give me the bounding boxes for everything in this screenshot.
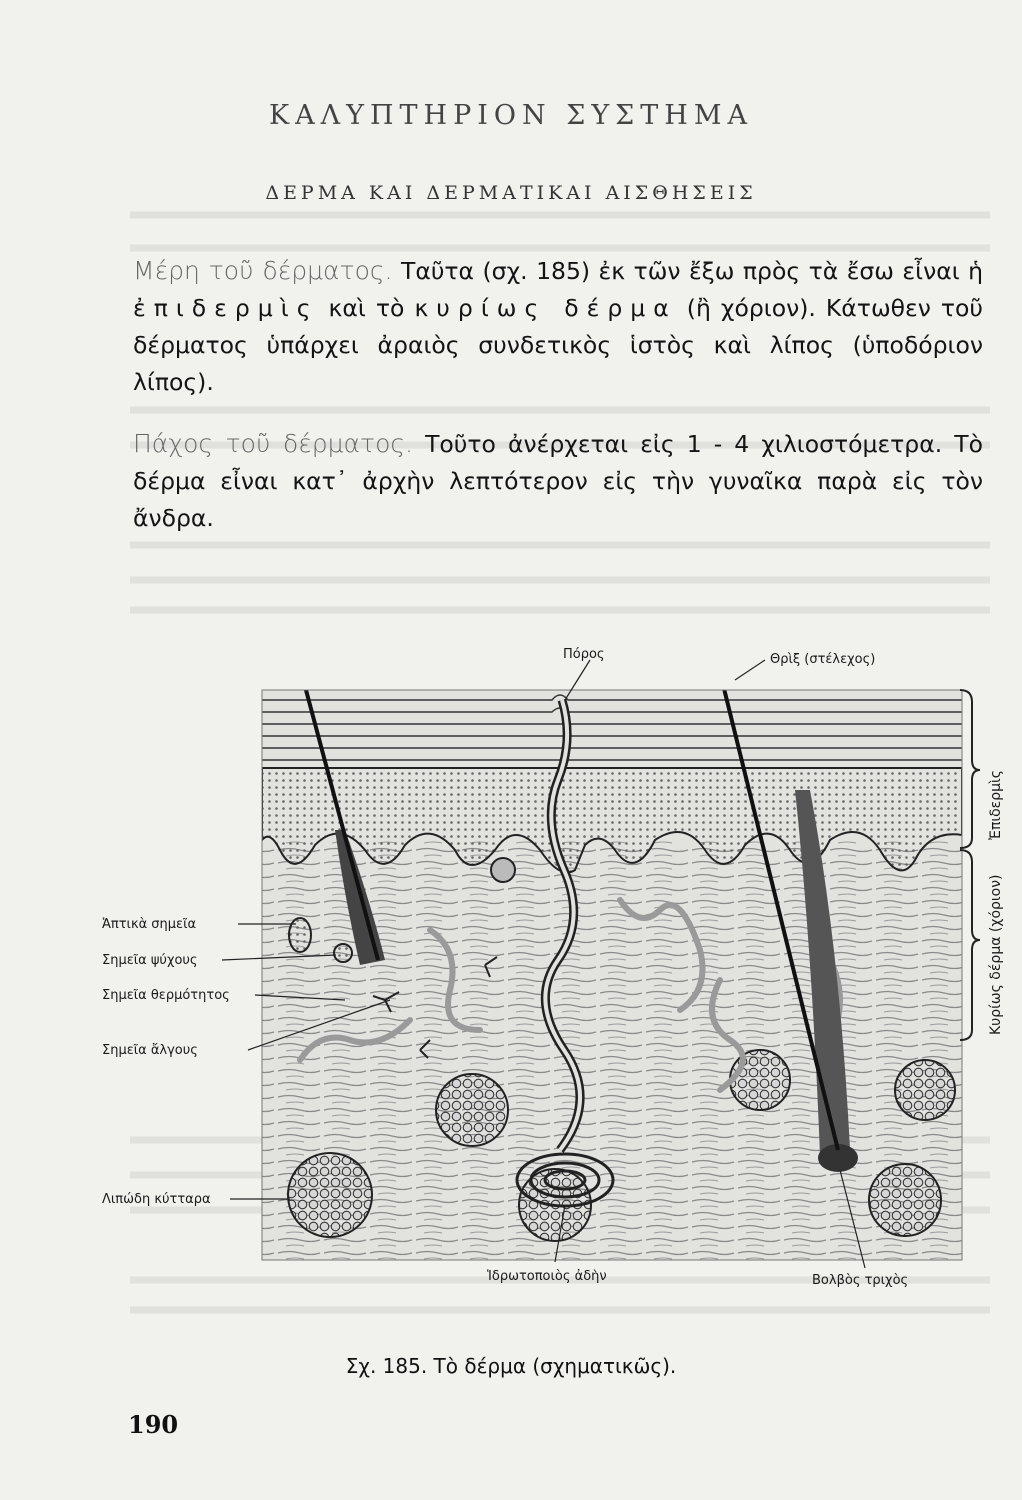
spaced-term-dermis: κυρίως δέρμα [414,294,677,322]
spaced-term-epidermis: ἐπιδερμὶς [133,294,319,322]
paragraph-text: Ταῦτα (σχ. 185) ἐκ τῶν ἔξω πρὸς τὰ ἔσω εἶναι ἡ [392,257,983,285]
label-epidermis: Ἐπιδερμὶς [988,770,1004,840]
label-pore: Πόρος [563,647,605,662]
page-number: 190 [128,1410,179,1439]
paragraph-text: καὶ τὸ [318,294,415,322]
paragraph-lead: Μέρη τοῦ δέρματος. [133,256,393,285]
paragraph-skin-parts [133,252,983,401]
label-touch-points: Ἁπτικὰ σημεῖα [102,917,197,932]
label-cold-points: Σημεῖα ψύχους [102,953,198,968]
label-dermis: Κυρίως δέρμα (χόριον) [988,874,1004,1035]
label-heat-points: Σημεῖα θερμότητος [102,988,230,1003]
figure-caption: Σχ. 185. Τὸ δέρμα (σχηματικῶς). [345,1354,677,1378]
paragraph-text: Τοῦτο ἀνέρχεται εἰς 1 - 4 χιλιοστόμετρα. Τὸ δέρμα εἶναι κατ᾽ ἀρχὴν λεπτότερον εἰς τὴν γυναῖκα παρὰ εἰς τὸν ἄνδρα. [133,430,983,532]
label-pain-points: Σημεῖα ἄλγους [102,1043,198,1058]
section-title: ΔΕΡΜΑ ΚΑΙ ΔΕΡΜΑΤΙΚΑΙ ΑΙΣΘΗΣΕΙΣ [265,182,757,204]
layer-brackets [960,690,980,1040]
chapter-title: ΚΑΛΥΠΤΗΡΙΟΝ ΣΥΣΤΗΜΑ [269,100,753,131]
label-hair-bulb: Βολβὸς τριχὸς [812,1273,909,1288]
label-sweat-gland: Ἱδρωτοποιὸς ἀδὴν [487,1269,607,1284]
paragraph-skin-thickness [133,425,983,537]
skin-diagram [0,630,1022,1300]
label-hair-shaft: Θρὶξ (στέλεχος) [770,652,876,667]
paragraph-text: (ἢ χόριον). Κάτωθεν τοῦ δέρματος ὑπάρχει ἀραιὸς συνδετικὸς ἱστὸς καὶ λίπος (ὑποδόριον λίπος). [133,294,983,396]
paragraph-lead: Πάχος τοῦ δέρματος. [133,429,413,458]
label-fat-cells: Λιπώδη κύτταρα [102,1192,211,1207]
